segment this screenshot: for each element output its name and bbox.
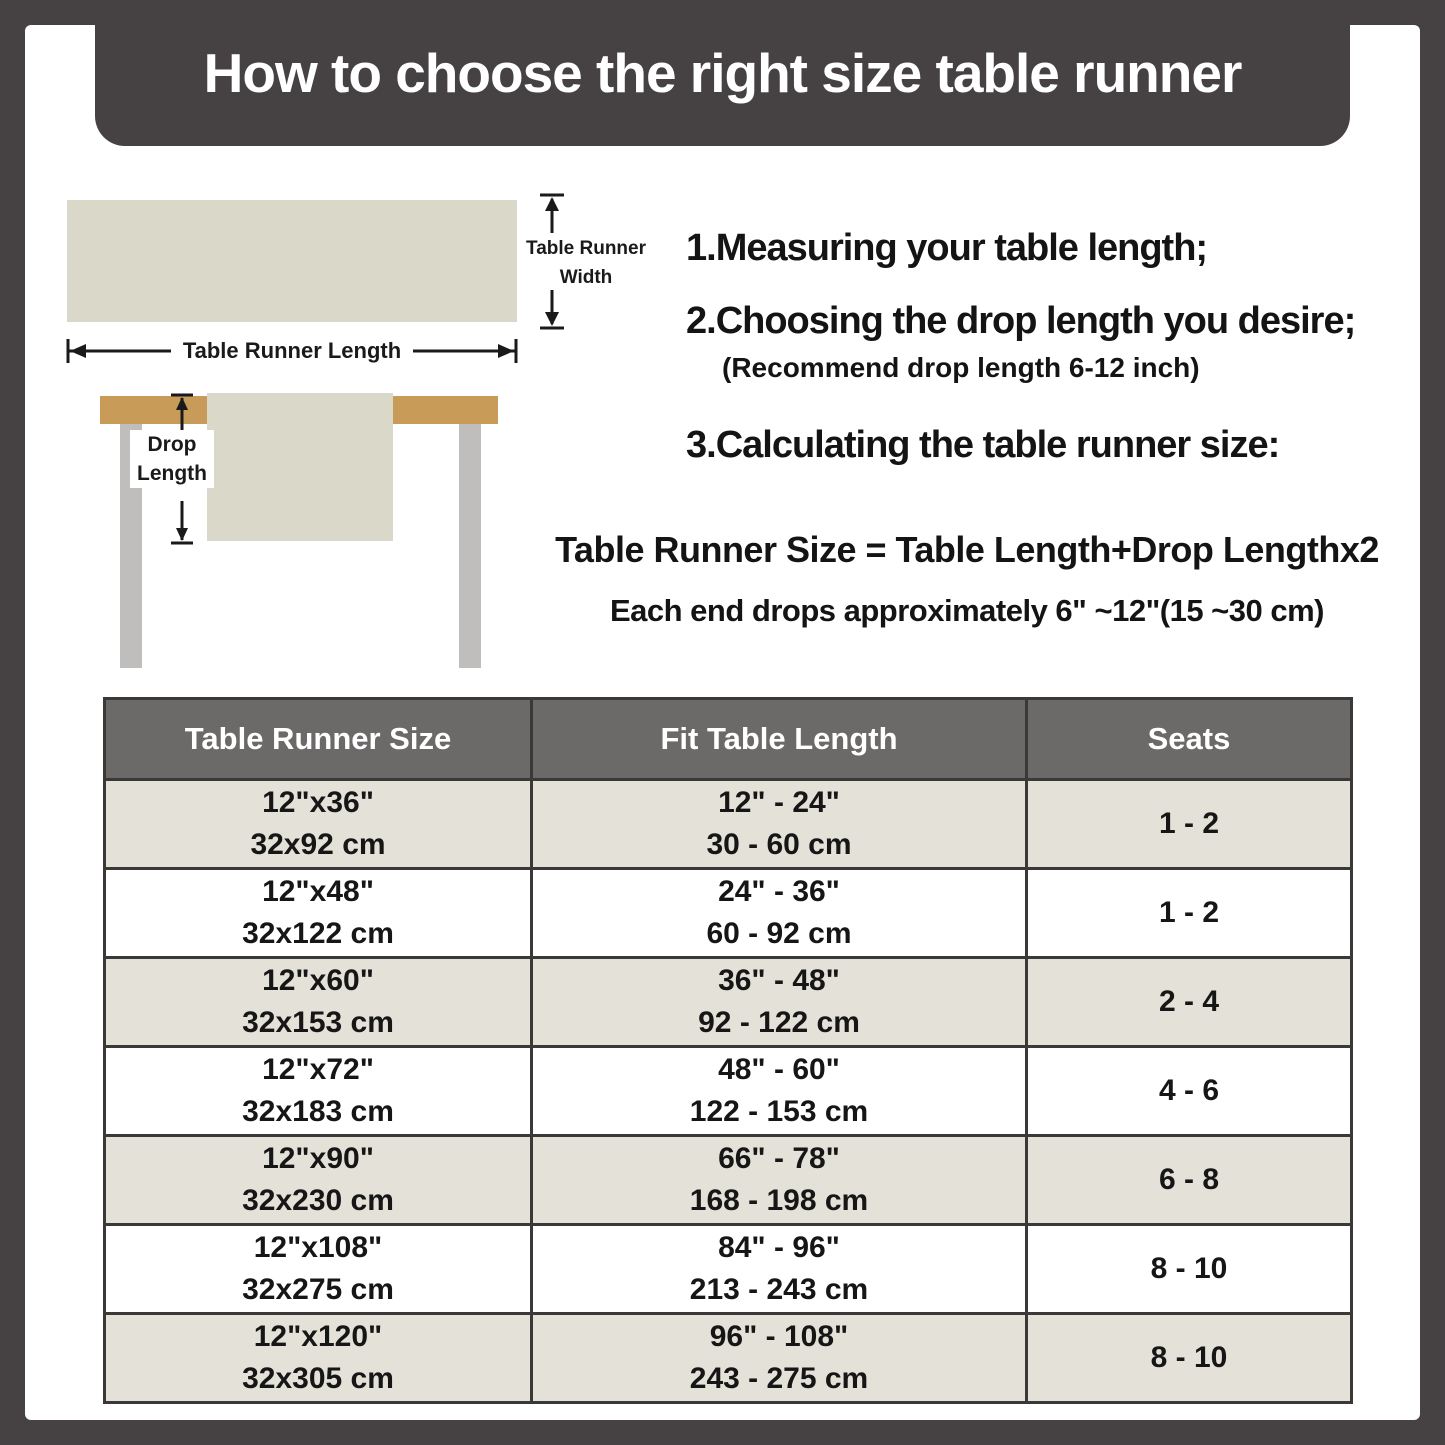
column-header-fit-length: Fit Table Length [532, 699, 1027, 780]
fit-inches: 84" - 96" [718, 1231, 840, 1264]
table-runner-top-view [67, 200, 517, 322]
fit-cell [532, 869, 1027, 958]
fit-inches: 66" - 78" [718, 1142, 840, 1175]
size-cell [105, 869, 532, 958]
title-banner [95, 0, 1350, 146]
instruction-step-3: 3.Calculating the table runner size: [686, 424, 1280, 466]
fit-cm: 168 - 198 cm [689, 1184, 869, 1217]
fit-cell [532, 958, 1027, 1047]
size-inches: 12"x60" [262, 964, 374, 997]
seats-cell: 1 - 2 [1027, 780, 1352, 869]
column-header-runner-size: Table Runner Size [105, 699, 532, 780]
table-row [105, 958, 1352, 1047]
fit-cm: 92 - 122 cm [698, 1006, 860, 1039]
formula-block [460, 529, 1445, 629]
drop-length-label [130, 430, 214, 488]
seats-cell: 6 - 8 [1027, 1136, 1352, 1225]
size-cell [105, 1136, 532, 1225]
width-label-line2: Width [559, 267, 613, 288]
size-cm: 32x230 cm [242, 1184, 394, 1217]
fit-inches: 24" - 36" [718, 875, 840, 908]
fit-cm: 30 - 60 cm [706, 828, 852, 861]
size-cell [105, 1314, 532, 1403]
size-cm: 32x153 cm [242, 1006, 394, 1039]
size-cell [105, 1047, 532, 1136]
size-cell [105, 958, 532, 1047]
size-inches: 12"x120" [253, 1320, 383, 1353]
table-runner-drape [207, 393, 393, 541]
table-row [105, 1314, 1352, 1403]
fit-cell [532, 1314, 1027, 1403]
seats-cell: 8 - 10 [1027, 1314, 1352, 1403]
fit-cm: 60 - 92 cm [706, 917, 852, 950]
size-cm: 32x183 cm [242, 1095, 394, 1128]
fit-inches: 48" - 60" [718, 1053, 840, 1086]
table-row [105, 869, 1352, 958]
fit-cm: 213 - 243 cm [689, 1273, 869, 1306]
fit-cell [532, 1047, 1027, 1136]
fit-cell [532, 1225, 1027, 1314]
size-inches: 12"x108" [253, 1231, 383, 1264]
length-label [66, 336, 518, 366]
size-inches: 12"x90" [262, 1142, 374, 1175]
seats-cell: 1 - 2 [1027, 869, 1352, 958]
width-label-line1: Table Runner [526, 238, 646, 259]
size-inches: 12"x36" [262, 786, 374, 819]
table-leg-right [459, 424, 481, 668]
page-title: How to choose the right size table runner [203, 42, 1242, 104]
fit-cell [532, 780, 1027, 869]
seats-cell: 8 - 10 [1027, 1225, 1352, 1314]
fit-cell [532, 1136, 1027, 1225]
instruction-step-2-note: (Recommend drop length 6-12 inch) [722, 352, 1200, 383]
size-cm: 32x92 cm [250, 828, 386, 861]
seats-cell: 2 - 4 [1027, 958, 1352, 1047]
length-label-text: Table Runner Length [171, 336, 413, 366]
width-label [505, 234, 667, 292]
size-cm: 32x275 cm [242, 1273, 394, 1306]
fit-inches: 96" - 108" [709, 1320, 849, 1353]
seats-cell: 4 - 6 [1027, 1047, 1352, 1136]
fit-cm: 122 - 153 cm [689, 1095, 869, 1128]
size-cm: 32x122 cm [242, 917, 394, 950]
size-cell [105, 780, 532, 869]
drop-label-line2: Length [130, 459, 214, 488]
runner-size-formula: Table Runner Size = Table Length+Drop Lengthx2 [555, 529, 1379, 570]
fit-inches: 36" - 48" [718, 964, 840, 997]
instruction-step-1: 1.Measuring your table length; [686, 227, 1208, 269]
size-inches: 12"x72" [262, 1053, 374, 1086]
width-arrow-down-icon [535, 288, 569, 330]
drop-range-note: Each end drops approximately 6" ~12"(15 ~30 cm) [609, 593, 1325, 628]
width-arrow-up-icon [535, 193, 569, 235]
table-row [105, 1225, 1352, 1314]
size-inches: 12"x48" [262, 875, 374, 908]
size-chart-table [103, 697, 1353, 1404]
table-row [105, 1047, 1352, 1136]
column-header-seats: Seats [1027, 699, 1352, 780]
instruction-step-2: 2.Choosing the drop length you desire; [686, 300, 1356, 342]
table-header-row [105, 699, 1352, 780]
table-row [105, 1136, 1352, 1225]
fit-inches: 12" - 24" [718, 786, 840, 819]
fit-cm: 243 - 275 cm [689, 1362, 869, 1395]
size-cell [105, 1225, 532, 1314]
drop-label-line1: Drop [130, 430, 214, 459]
table-row [105, 780, 1352, 869]
size-cm: 32x305 cm [242, 1362, 394, 1395]
